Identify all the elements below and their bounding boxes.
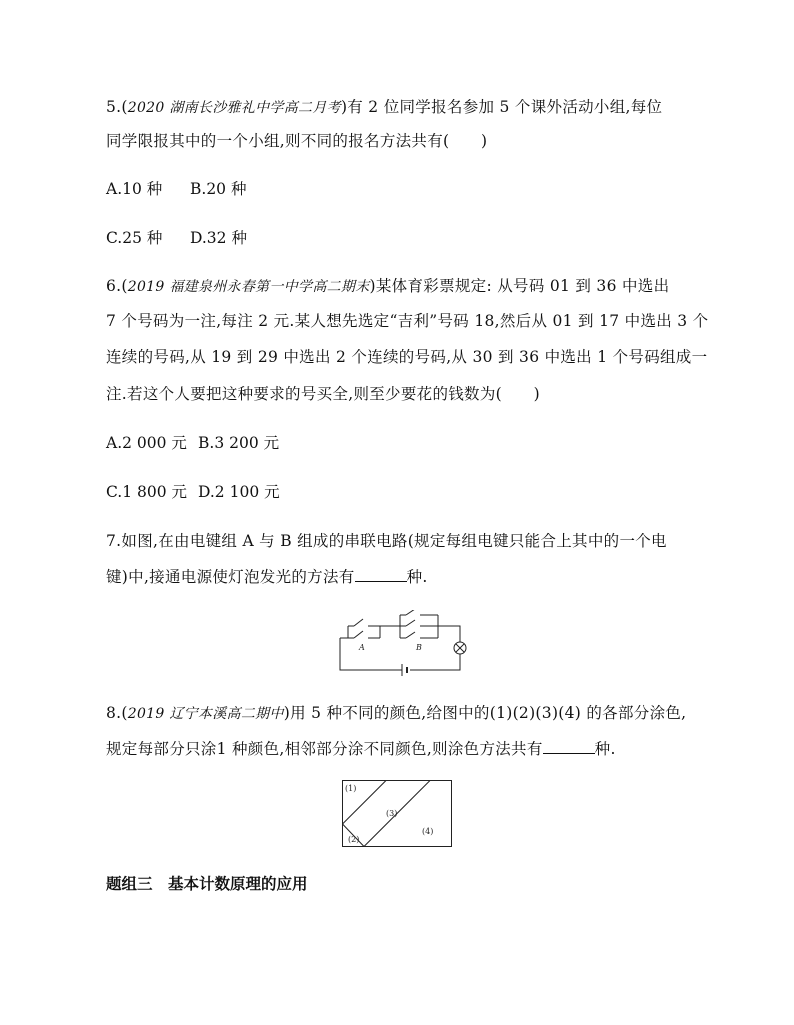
q8-number: 8.( (106, 704, 128, 722)
region-2-label: (2) (348, 835, 360, 844)
q8-line-1 (106, 702, 686, 725)
coloring-regions-diagram (340, 778, 454, 850)
section-heading: 题组三 基本计数原理的应用 (106, 875, 308, 893)
q6-option-a: A.2 000 元 (106, 434, 187, 452)
q8-line-2 (106, 738, 616, 760)
q7-stem-2b: 种. (406, 568, 428, 586)
q7-stem-2a: 键)中,接通电源使灯泡发光的方法有 (106, 568, 355, 586)
q7-line-1: 7.如图,在由电键组 A 与 B 组成的串联电路(规定每组电键只能合上其中的一个电 (106, 532, 667, 550)
q5-line-1 (106, 96, 662, 119)
q8-stem-2a: 规定每部分只涂1 种颜色,相邻部分涂不同颜色,则涂色方法共有 (106, 740, 543, 758)
q6-line-4: 注.若这个人要把这种要求的号买全,则至少要花的钱数为( ) (106, 385, 540, 403)
q8-stem-2b: 种. (594, 740, 616, 758)
q8-source: 2019 辽宁本溪高二期中 (127, 706, 284, 722)
q6-stem-1: )某体育彩票规定: 从号码 01 到 36 中选出 (369, 277, 670, 295)
q7-answer-blank (355, 567, 407, 582)
q6-line-1 (106, 275, 669, 298)
q5-number: 5.( (106, 98, 128, 116)
q5-source: 2020 湖南长沙雅礼中学高二月考 (127, 100, 341, 116)
region-3-label: (3) (386, 809, 398, 818)
q7-line-2 (106, 566, 428, 588)
q6-option-b: B.3 200 元 (198, 434, 280, 452)
q6-line-2: 7 个号码为一注,每注 2 元.某人想先选定“吉利”号码 18,然后从 01 到 17 中选出 3 个 (106, 312, 709, 330)
q6-line-3: 连续的号码,从 19 到 29 中选出 2 个连续的号码,从 30 到 36 中选出 1 个号码组成一 (106, 348, 708, 366)
circuit-diagram (330, 610, 470, 678)
q8-answer-blank (543, 739, 595, 754)
q8-stem-1: )用 5 种不同的颜色,给图中的(1)(2)(3)(4) 的各部分涂色, (283, 704, 687, 722)
group-a-label: A (359, 643, 365, 652)
q5-option-c: C.25 种 (106, 229, 163, 247)
q6-option-d: D.2 100 元 (198, 483, 280, 501)
q6-option-c: C.1 800 元 (106, 483, 188, 501)
group-b-label: B (416, 643, 422, 652)
q5-line-2: 同学限报其中的一个小组,则不同的报名方法共有( ) (106, 132, 488, 150)
q6-source: 2019 福建泉州永春第一中学高二期末 (127, 279, 370, 295)
q5-option-b: B.20 种 (190, 180, 247, 198)
region-1-label: (1) (345, 784, 357, 793)
region-4-label: (4) (422, 827, 434, 836)
q5-stem-1: )有 2 位同学报名参加 5 个课外活动小组,每位 (340, 98, 663, 116)
q6-number: 6.( (106, 277, 128, 295)
q5-option-d: D.32 种 (190, 229, 247, 247)
q5-option-a: A.10 种 (106, 180, 163, 198)
